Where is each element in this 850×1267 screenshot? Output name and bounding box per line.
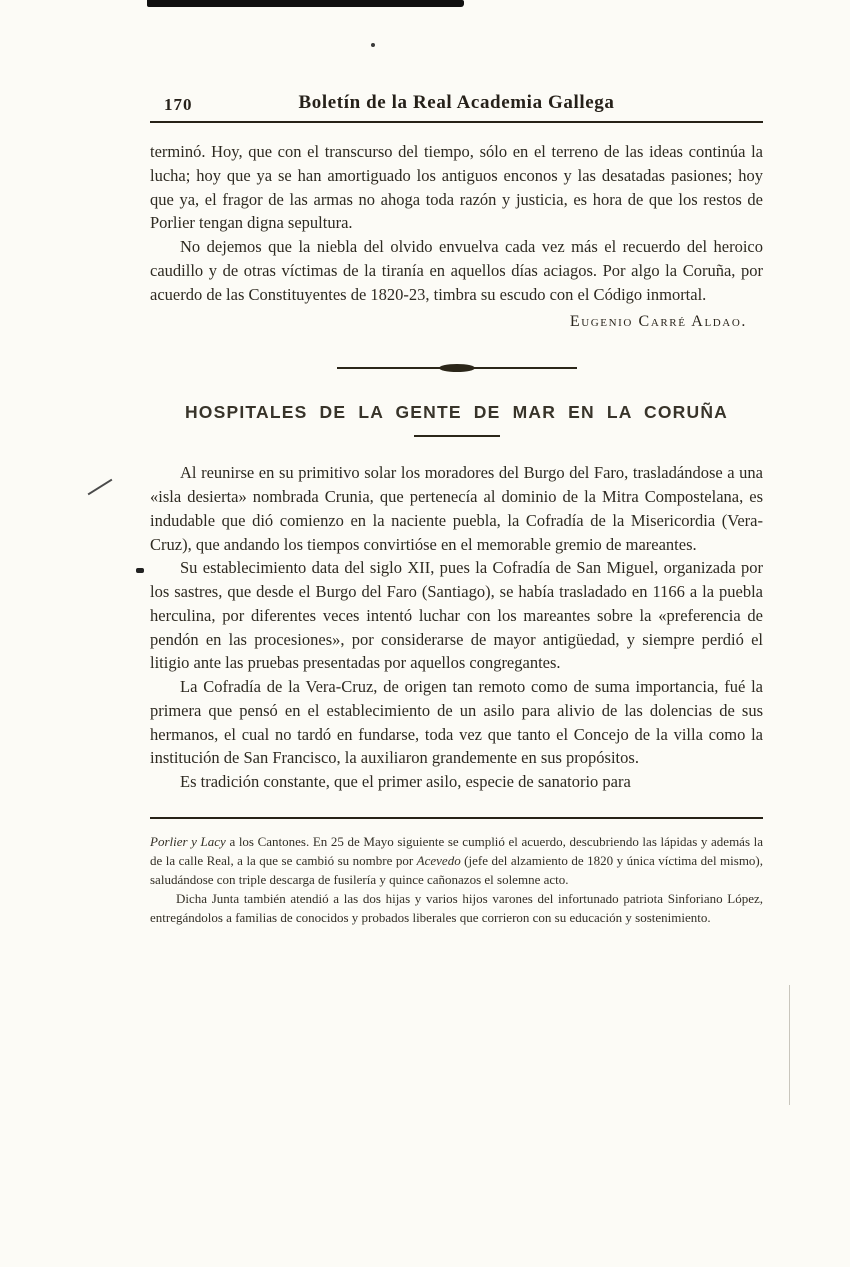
journal-title: Boletín de la Real Academia Gallega <box>298 92 615 113</box>
divider-line <box>470 367 577 369</box>
article <box>150 402 763 794</box>
paragraph: Su establecimiento data del siglo XII, pues la Cofradía de San Miguel, organizada por los sastres, que desde el Burgo del Faro (Santiago), se había trasladado en 1166 a la puebla herculina, por diferentes veces intentó luchar con los mareantes sobre la «preferencia de pendón en las procesiones», por considerarse de mayor antigüedad, y siempre perdió el litigio ante las pruebas presentadas por aquellos congregantes. <box>150 558 763 673</box>
paragraph: terminó. Hoy, que con el transcurso del tiempo, sólo en el terreno de las ideas continúa la lucha; hoy que ya se han amortiguado los antiguos enconos y las desatadas pasiones; hoy que ya, el fragor de las armas no ahoga toda razón y justicia, es hora de que los restos de Porlier tengan digna sepultura. <box>150 142 763 233</box>
header-rule <box>150 121 763 123</box>
title-rule <box>414 435 500 437</box>
footnote-rule <box>150 817 763 819</box>
footnote-text: a los Cantones. En 25 de Mayo siguiente se cumplió el acuerdo, descubriendo las lápidas y además la de la calle Real, a la que se cambió su nombre por <box>150 833 764 868</box>
section-divider <box>337 364 577 372</box>
article-title: HOSPITALES DE LA GENTE DE MAR EN LA CORUÑA <box>184 402 729 423</box>
paragraph: No dejemos que la niebla del olvido envuelva cada vez más el recuerdo del heroico caudillo y de otras víctimas de la tiranía en aquellos días aciagos. Por algo la Coruña, por acuerdo de las Constituyentes de 1820-23, timbra su escudo con el Código inmortal. <box>150 237 763 304</box>
divider-ornament-icon <box>439 364 475 372</box>
scan-artifact-edge-line <box>789 985 790 1105</box>
footnotes <box>150 817 763 928</box>
scan-artifact-dot <box>371 43 375 47</box>
footnote-text: (jefe del alzamiento de 1820 y única víctima del mismo), saludándose con triple descarga de fusilería y quince cañonazos el solemne acto. <box>150 852 764 887</box>
footnote-italic-text: Porlier y Lacy <box>150 833 226 849</box>
previous-article-end <box>150 140 763 331</box>
page-content <box>150 92 763 927</box>
paragraph: La Cofradía de la Vera-Cruz, de origen tan remoto como de suma importancia, fué la primera que pensó en el establecimiento de un asilo para alivio de las dolencias de sus hermanos, el cual no tardó en fundarse, toda vez que tanto el Concejo de la villa como la institución de San Francisco, la auxiliaron grandemente en sus propósitos. <box>150 677 763 768</box>
footnote-paragraph: Dicha Junta también atendió a las dos hijas y varios hijos varones del infortunado patriota Sinforiano López, entregándolos a familias de conocidos y probados liberales que corrieron con su educación y sostenimiento. <box>150 891 763 926</box>
scan-artifact-slash <box>88 479 113 496</box>
page-number: 170 <box>164 95 193 114</box>
author-signature: Eugenio Carré Aldao. <box>569 313 747 331</box>
paragraph: Es tradición constante, que el primer asilo, especie de sanatorio para <box>180 772 631 791</box>
scan-artifact-top-bar <box>147 0 464 7</box>
paragraph: Al reunirse en su primitivo solar los moradores del Burgo del Faro, trasladándose a una «isla desierta» nombrada Crunia, que pertenecía al dominio de la Mitra Compostelana, es indudable que dió comienzo en la naciente puebla, la Cofradía de la Misericordia (Vera-Cruz), que andando los tiempos convirtióse en el memorable gremio de mareantes. <box>150 463 763 554</box>
running-header <box>150 92 763 118</box>
scan-artifact-tick <box>136 568 144 573</box>
footnote-italic-text: Acevedo <box>416 852 461 868</box>
divider-line <box>337 367 444 369</box>
footnote-paragraph <box>150 832 763 889</box>
